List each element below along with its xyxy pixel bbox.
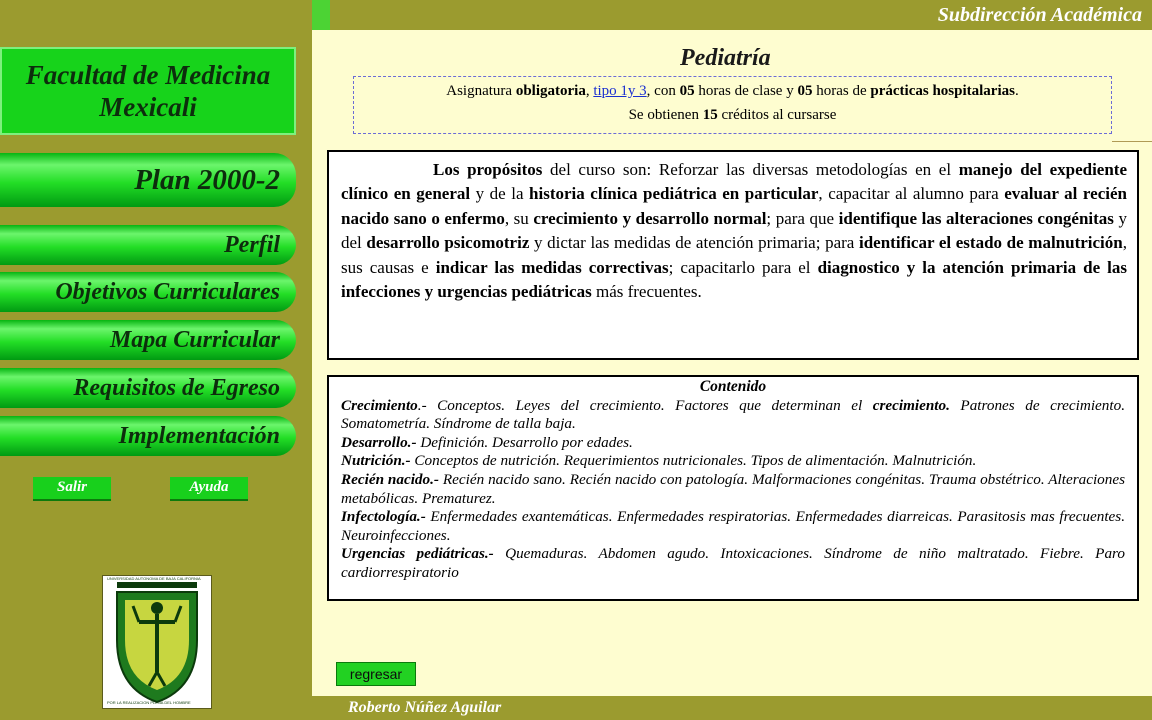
university-crest-icon xyxy=(103,576,211,708)
university-logo xyxy=(102,575,212,709)
nav-objetivos-curriculares[interactable]: Objetivos Curriculares xyxy=(0,272,296,312)
purpose-bold: crecimiento y desarrollo normal xyxy=(533,208,767,228)
logo-text-top: UNIVERSIDAD AUTONOMA DE BAJA CALIFORNIA xyxy=(107,576,201,581)
content-heading: Recién nacido.- xyxy=(341,470,439,488)
purpose-text: más frecuentes. xyxy=(591,282,702,302)
logo-text-ring: POR LA REALIZACION PLENA DEL HOMBRE xyxy=(107,700,191,705)
info-bold: 05 xyxy=(797,83,813,99)
divider xyxy=(1112,141,1152,142)
content-heading: Crecimiento xyxy=(341,396,418,414)
content-text: Recién nacido sano. Recién nacido con patología. Malformaciones congénitas. Trauma obstétrico. Alteraciones metabólicas. Prematurez. xyxy=(341,470,1126,507)
info-text: . xyxy=(1014,83,1019,99)
content-text: Definición. Desarrollo por edades. xyxy=(416,433,633,451)
purpose-bold: identificar el estado de malnutrición xyxy=(858,233,1123,253)
purpose-bold: evaluar al recién nacido sano o enfermo xyxy=(341,184,1127,228)
info-line-1 xyxy=(354,79,1111,103)
purpose-text: y dictar las medidas de atención primaria; para xyxy=(529,233,859,253)
subject-info-box xyxy=(353,76,1112,134)
purpose-bold: historia clínica pediátrica en particular xyxy=(529,184,819,204)
content-text: .- Conceptos. Leyes del crecimiento. Factores que determinan el xyxy=(417,396,873,414)
purpose-text: ; para que xyxy=(766,208,839,228)
purpose-bold: indicar las medidas correctivas xyxy=(435,257,669,277)
content-crecimiento xyxy=(341,397,1125,434)
school-name-line2: Mexicali xyxy=(99,92,197,122)
author-credit: Roberto Núñez Aguilar xyxy=(348,699,502,716)
content-nutricion xyxy=(341,452,1125,471)
purpose-text: y de la xyxy=(470,184,530,204)
purpose-bold: manejo del expediente clínico en general xyxy=(341,160,1128,204)
content-heading: Nutrición.- xyxy=(341,452,411,470)
salir-button[interactable]: Salir xyxy=(33,477,111,501)
purpose-bold: Los propósitos xyxy=(433,160,543,179)
content-heading: Urgencias pediátricas.- xyxy=(341,545,494,563)
info-text: , con xyxy=(646,83,680,99)
purpose-bold: diagnostico y la atención primaria de las infecciones y urgencias pediátricas xyxy=(341,257,1127,302)
ayuda-button[interactable]: Ayuda xyxy=(170,477,248,501)
purpose-text: , sus causas e xyxy=(341,233,1127,277)
purpose-bold: identifique las alteraciones congénitas xyxy=(838,208,1114,228)
purpose-bold: desarrollo psicomotriz xyxy=(366,233,530,253)
nav-implementacion[interactable]: Implementación xyxy=(0,416,296,456)
regresar-button[interactable]: regresar xyxy=(336,662,416,686)
content-text: Quemaduras. Abdomen agudo. Intoxicaciones. Síndrome de niño maltratado. Fiebre. Paro cardiorrespiratorio xyxy=(341,545,1125,581)
purpose-text: y del xyxy=(341,208,1127,253)
content-text: Enfermedades exantemáticas. Enfermedades respiratorias. Enfermedades diarreicas. Parasitosis mas frecuentes. Neuroinfecciones. xyxy=(341,508,1125,544)
info-bold: obligatoria xyxy=(515,83,586,99)
nav-requisitos-egreso[interactable]: Requisitos de Egreso xyxy=(0,368,296,408)
info-text: Se obtienen xyxy=(628,107,703,123)
info-line-2 xyxy=(354,103,1111,127)
school-name-line1: Facultad de Medicina xyxy=(25,60,271,90)
content-heading: Infectología.- xyxy=(341,508,426,526)
subject-title: Pediatría xyxy=(680,45,771,71)
plan-button[interactable]: Plan 2000-2 xyxy=(0,153,296,207)
content-infectologia xyxy=(341,508,1125,545)
purpose-box xyxy=(327,150,1139,360)
info-bold: 05 xyxy=(679,83,695,99)
content-recien-nacido xyxy=(341,471,1125,508)
content-desarrollo xyxy=(341,434,1125,453)
school-name-box xyxy=(0,47,296,135)
purpose-text: ; capacitarlo para el xyxy=(668,257,818,277)
nav-mapa-curricular[interactable]: Mapa Curricular xyxy=(0,320,296,360)
content-urgencias xyxy=(341,545,1125,582)
info-text: horas de clase y xyxy=(694,83,798,99)
content-bold: crecimiento. xyxy=(872,396,950,414)
info-bold: 15 xyxy=(702,107,718,123)
info-text: créditos al cursarse xyxy=(717,107,837,123)
info-text: horas de xyxy=(812,83,871,99)
purpose-text: , capacitar al alumno para xyxy=(818,184,1005,204)
header-title: Subdirección Académica xyxy=(937,4,1142,26)
tipo-link[interactable]: tipo 1y 3 xyxy=(593,83,647,99)
content-text: Conceptos de nutrición. Requerimientos nutricionales. Tipos de alimentación. Malnutrición. xyxy=(410,452,977,470)
purpose-text: , su xyxy=(504,208,534,228)
purpose-text: del curso son: Reforzar las diversas metodologías en el xyxy=(542,160,959,179)
content-text: Patrones de crecimiento. Somatometría. Síndrome de talla baja. xyxy=(341,396,1125,433)
info-bold: prácticas hospitalarias xyxy=(870,83,1015,99)
info-text: , xyxy=(585,83,594,99)
content-heading: Desarrollo.- xyxy=(341,433,417,451)
banner-accent xyxy=(312,0,330,30)
content-box xyxy=(327,375,1139,601)
nav-perfil[interactable]: Perfil xyxy=(0,225,296,265)
info-text: Asignatura xyxy=(446,83,516,99)
content-title: Contenido xyxy=(699,378,767,395)
